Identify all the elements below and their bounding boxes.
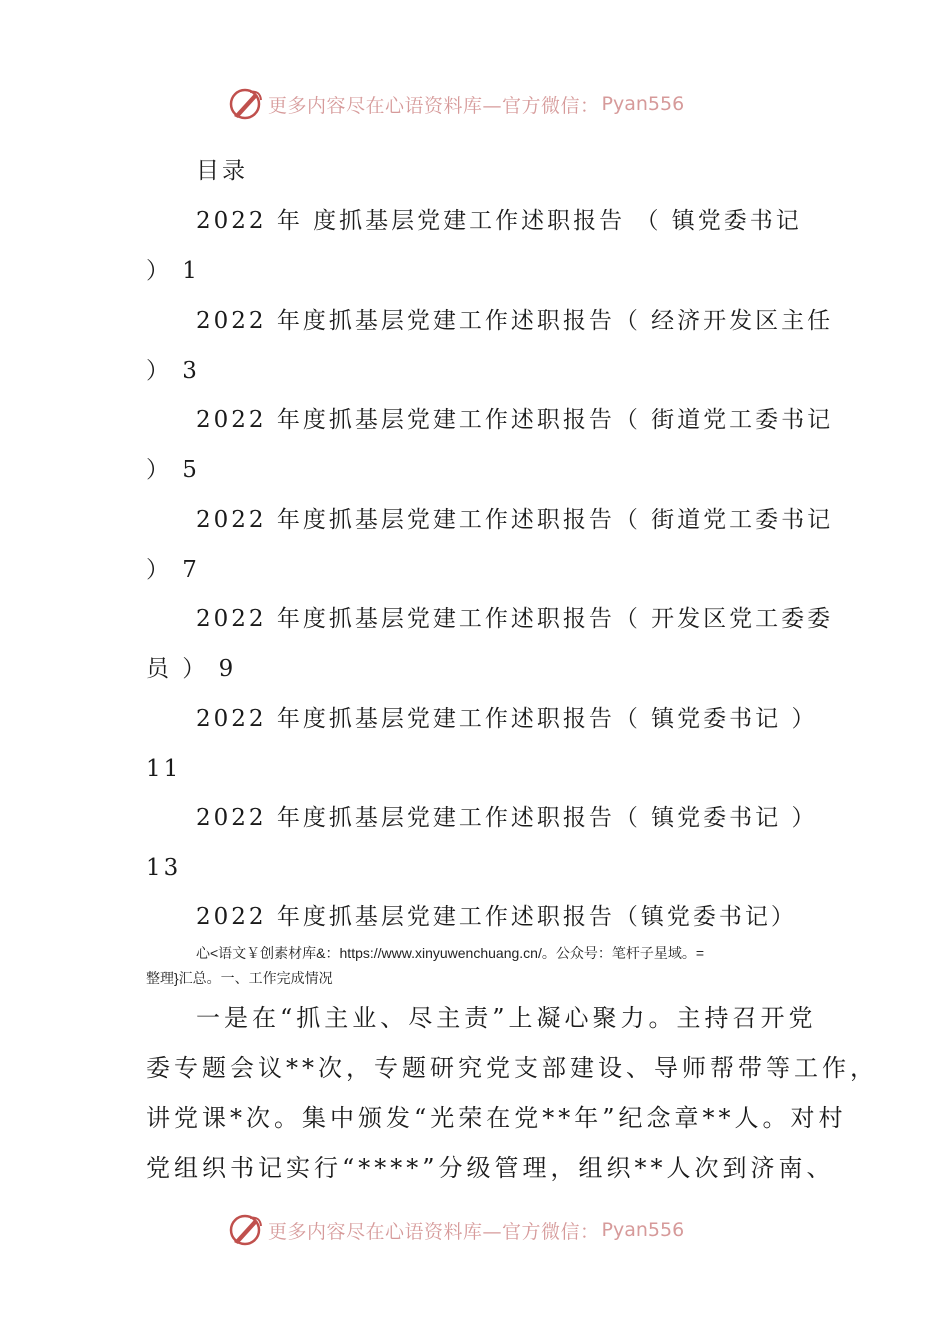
article-heading: 2022 年度抓基层党建工作述职报告（镇党委书记） [196,904,797,930]
paragraph-line: 讲党课*次。集中颁发“光荣在党**年”纪念章**人。对村 [146,1104,847,1132]
toc-entry-line: 2022 年度抓基层党建工作述职报告（ 开发区党工委委 [196,606,834,632]
watermark-text: 更多内容尽在心语资料库—官方微信： [268,94,600,117]
toc-title: 目录 [196,158,248,184]
toc-entry-line: 2022 年度抓基层党建工作述职报告（ 镇党委书记 ） [196,805,818,831]
paragraph-line: 一是在“抓主业、尽主责”上凝心聚力。主持召开党 [196,1004,817,1032]
toc-entry-page: ） 7 [146,557,200,583]
toc-entry-page: ） 5 [146,457,200,483]
toc-entry-line: 2022 年度抓基层党建工作述职报告（ 街道党工委书记 [196,407,834,433]
toc-entry-line: 2022 年度抓基层党建工作述职报告（ 街道党工委书记 [196,507,834,533]
paragraph-line: 党组织书记实行“****”分级管理，组织**人次到济南、 [146,1154,835,1182]
paragraph-line: 委专题会议**次，专题研究党支部建设、导师帮带等工作， [146,1054,878,1082]
watermark-wechat-id: Pyan556 [601,1219,685,1241]
toc-entry-page: 11 [146,756,182,782]
pen-logo-icon [228,86,264,122]
toc-entry-line: 2022 年度抓基层党建工作述职报告（ 镇党委书记 ） [196,706,818,732]
watermark-banner-top [228,84,684,124]
toc-entry-line: 2022 年度抓基层党建工作述职报告（ 经济开发区主任 [196,308,834,334]
pen-logo-icon [228,1212,264,1248]
toc-entry-page: ） 3 [146,358,200,384]
watermark-text: 更多内容尽在心语资料库—官方微信： [268,1220,600,1243]
source-note-line: 整理}汇总。一、工作完成情况 [146,970,333,986]
toc-entry-line: 2022 年 度抓基层党建工作述职报告 （ 镇党委书记 [196,208,802,234]
toc-entry-page: 员 ） 9 [146,656,237,682]
watermark-wechat-id: Pyan556 [601,93,685,115]
watermark-banner-bottom [228,1210,684,1250]
source-note-line: 心<语文￥创素材库&：https://www.xinyuwenchuang.cn/。公众号：笔杆子星域。= [196,945,705,961]
toc-entry-page: 13 [146,855,182,881]
toc-entry-page: ） 1 [146,258,200,284]
